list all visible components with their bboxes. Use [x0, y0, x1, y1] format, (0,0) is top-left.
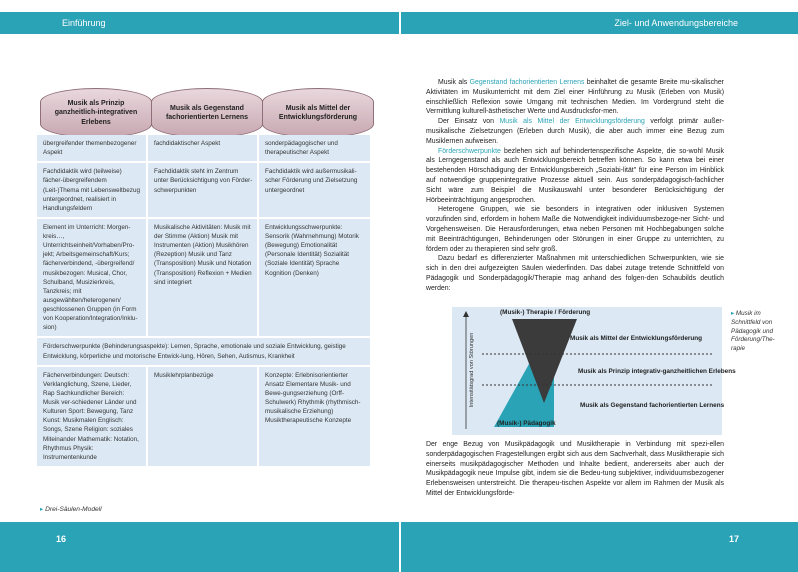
intersection-diagram: [452, 307, 736, 435]
pillar-headings: [40, 88, 370, 138]
band-label: Musik als Gegenstand fachorientierten Lernens: [580, 402, 725, 409]
band-label: Musik als Prinzip integrativ-ganzheitlichen Erlebens: [578, 368, 736, 375]
table-row: [37, 135, 370, 161]
table-cell-full: Förderschwerpunkte (Behinderungsaspekte): Lernen, Sprache, emotionale und soziale Entwicklung, geistige Entwicklung, körperliche und motorische Entwick-lung, Hören, Sehen, Autismus, Krankheit: [43, 343, 346, 360]
table-cell: Konzepte: Erlebnisorientierter Ansatz Elementare Musik- und Bewe-gungserziehung (Orff-Schulwerk) Rhythmik (rhythmisch-musikalische Erziehung) Musiktherapeutische Konzepte: [265, 371, 361, 425]
caption-arrow-icon: ▸: [731, 310, 735, 317]
header-bar-right: [401, 12, 798, 34]
table-cell: Musikalische Aktivitäten: Musik mit der Stimme (Aktion) Musik mit Instrumenten (Aktion) Musikhören (Rezeption) Musik und Tanz (Transposition) Musik und Notation (Transposition) Reflexion + Medien sind integriert: [148, 219, 259, 337]
caption-text: Musik im Schnittfeld von Pädagogik und Förderung/The-rapie: [731, 310, 775, 353]
table-cell: Element im Unterricht: Morgen-kreis…, Unterrichtseinheit/Vorhaben/Pro-jekt; Arbeitsgemeinschaft/Kurs; fächerverbindend, -übergreifend/ musikbezogen: Musical, Chor, Schulband, Musizierkreis, Tanzkreis; mit ausgewählten/heterogenen/ geschlossenen Gruppen (in Form von Kooperation/Integration/Inklu-sion): [37, 219, 148, 337]
caption-text: Drei-Säulen-Modell: [45, 506, 102, 513]
header-bar-left: [0, 12, 399, 34]
pillar-1: Musik als Prinzip ganzheitlich-integrativen Erlebens: [40, 88, 152, 138]
figure-caption-left: [40, 505, 102, 513]
figure-caption-right: [731, 310, 787, 354]
three-pillar-table: [37, 135, 370, 468]
table-row: [37, 367, 370, 466]
body-text-top: [426, 78, 724, 294]
table-cell: sonderpädagogischer und therapeutischer Aspekt: [265, 140, 338, 157]
paragraph: Heterogene Gruppen, wie sie besonders in integrativen oder inklusiven Systemen vorzufinden sind, erfordern in hohem Maße die Notwendigkeit individuumsbezoge-ner Sicht- und Vorgehensweisen. Die Herausforderungen, etwa neben Personen mit Hochbegabungen solche mit Beeinträchtigungen, Behinderungen oder Störungen in einer Gruppe zu unterrichten, zu fördern oder zu therapieren sind sehr groß.: [426, 206, 724, 253]
table-row: [37, 338, 370, 364]
paragraph: Der Einsatz von Musik als Mittel der Entwicklungsförderung verfolgt primär außer-musikalische Zielsetzungen (Erleben durch Musik), die aber auch immer eine Bezug zum Musiklernen aufweisen.: [426, 118, 724, 145]
section-title: Ziel- und Anwendungsbereiche: [614, 18, 738, 28]
band-label: Musik als Mittel der Entwicklungsförderung: [570, 335, 703, 342]
table-cell: Fächerverbindungen: Deutsch: Verklanglichung, Szene, Lieder, Rap Sachkundlicher Bereich: Musik ver-schiedener Länder und Kulturen Sport: Bewegung, Tanz Kunst: Musikmalen Englisch: Songs, Szene Religion: soziales Miteinander Mathematik: Notation, Rhythmus Physik: Instrumentenkunde: [37, 367, 148, 466]
table-row: [37, 219, 370, 337]
table-cell: Entwicklungsschwerpunkte: Sensorik (Wahrnehmung) Motorik (Bewegung) Emotionalität (Personale Identität) Sozialität (Soziale Identität) Sprache Kognition (Denken): [265, 223, 359, 277]
footer-bar-left: [0, 522, 399, 572]
table-cell: Fachdidaktik steht im Zentrum unter Berücksichtigung von Förder-schwerpunkten: [148, 163, 259, 217]
paragraph: Förderschwerpunkte bezlehen sich auf behindertenspezifische Aspekte, die so-wohl Musik als Lerngegenstand als auch Entwicklungsbereich betreffen können. So kann etwa bei einer bestehenden Hörschädigung der Entwicklungsbereich „Soziabi-lität" für eine Person im Hinblick auf notwendige gruppenintegrative Prozesse aktuell sein. Aus sonderpädagogisch-fachlicher Sicht wäre zum Beispiel die Musikauswahl unter besonderer Berücksichtigung der Hörbeeinträchtigung angesprochen.: [426, 147, 724, 204]
paragraph: Der enge Bezug von Musikpädagogik und Musiktherapie in Verbindung mit spezi-ellen sonderpädagogischen Fragestellungen ergibt sich aus dem Sachverhalt, dass Musiktherapie sich einerseits musikpädagogischer Methoden und Inhalte bedient, andererseits aber auch der Musikpädagogik neue Impulse gibt, indem sie die Bedeu-tung subjektiver, individuumsbezogener Erlebensweisen unterstreicht. Die therapeu-tischen Aspekte vor allem im Rahmen der Musik als Mittel der Entwicklungsförde-: [426, 441, 724, 497]
table-cell: Fachdidaktik wird (teilweise) fächer-übergreifendem (Leit-)Thema mit Lebensweltbezug untergeordnet, realisiert in Handlungsfeldern: [37, 163, 148, 217]
page-number: 16: [56, 534, 67, 544]
table-row: [37, 163, 370, 217]
pillar-2: Musik als Gegenstand fachorientierten Lernens: [151, 88, 263, 138]
paragraph: Musik als Gegenstand fachorientierten Lernens beinhaltet die gesamte Breite mu-sikalischer Aktivitäten im Musikunterricht mit dem Ziel einer Hinführung zu Musik (Erleben von Musik) einschließlich Reflexion sowie Umgang mit technischen Medien. Im Vordergrund steht die Vermittlung kulturell-ästhetischer Werte und Ausdrucksfor-men.: [426, 79, 724, 116]
therapy-label: (Musik-) Therapie / Förderung: [500, 309, 591, 316]
page-number: 17: [729, 534, 740, 544]
chapter-title: Einführung: [62, 18, 106, 28]
caption-arrow-icon: ▸: [40, 506, 44, 513]
pedagogy-label: (Musik-) Pädagogik: [497, 420, 556, 427]
table-cell: Musiklehrplanbezüge: [148, 367, 259, 466]
table-cell: Fachdidaktik wird außermusikali-scher Förderung und Zielsetzung untergeordnet: [265, 168, 358, 194]
table-cell: übergreifender themenbezogener Aspekt: [37, 135, 148, 161]
paragraph: Dazu bedarf es differenzierter Maßnahmen mit unterschiedlichen Schwerpunkten, wie sie sich in den drei aufgezeigten Säulen wiederfinden. Das dabei zutage tretende Schnittfeld von Pädagogik und Sonderpädagogik/Therapie mag anhand des folgen-den Schaubilds deutlich werden:: [426, 255, 724, 292]
footer-bar-right: [401, 522, 798, 572]
pillar-3: Musik als Mittel der Entwicklungsförderung: [262, 88, 374, 138]
axis-label: Intensitätsgrad von Störungen: [469, 332, 475, 408]
table-cell: fachdidaktischer Aspekt: [148, 135, 259, 161]
body-text-bottom: [426, 440, 724, 499]
